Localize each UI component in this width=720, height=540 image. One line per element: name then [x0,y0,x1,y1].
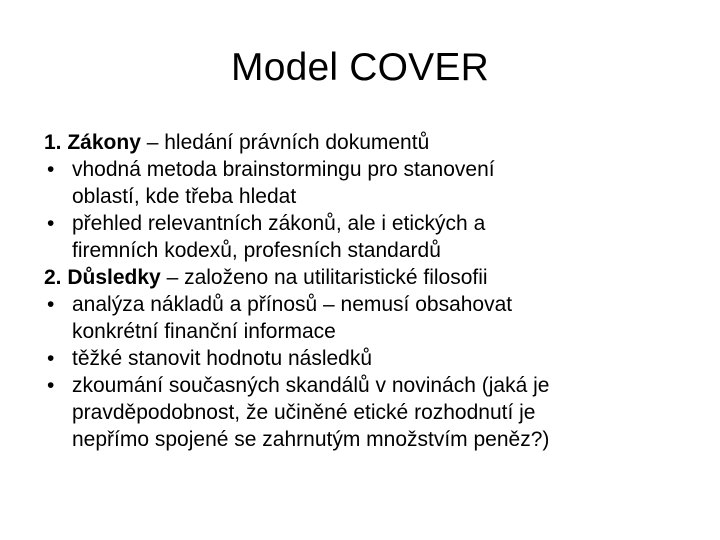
slide-content [44,129,704,453]
section-description: – založeno na utilitaristické filosofii [160,266,488,289]
bullet-text: vhodná metoda brainstormingu pro stanovení [72,158,495,181]
bullet-icon: • [47,374,55,397]
bullet-text: analýza nákladů a přínosů – nemusí obsahovat [72,293,513,316]
section-title: Zákony [67,131,141,154]
bullet-text: oblastí, kde třeba hledat [72,185,297,208]
bullet-item [44,291,704,318]
bullet-item [44,156,704,183]
bullet-text: nepřímo spojené se zahrnutým množstvím peněz?) [72,428,550,451]
bullet-continuation [44,183,704,210]
slide-title: Model COVER [231,46,489,89]
bullet-item [44,210,704,237]
section-title: Důsledky [67,266,161,289]
bullet-text: zkoumání současných skandálů v novinách (jaká je [72,374,550,397]
bullet-icon: • [47,347,55,370]
bullet-icon: • [47,293,55,316]
bullet-continuation [44,426,704,453]
section-description: – hledání právních dokumentů [140,131,430,154]
section-heading [44,129,704,156]
bullet-text: pravděpodobnost, že učiněné etické rozhodnutí je [72,401,536,424]
section-heading [44,264,704,291]
bullet-text: firemních kodexů, profesních standardů [72,239,441,262]
bullet-continuation [44,318,704,345]
bullet-item [44,345,704,372]
bullet-icon: • [47,158,55,181]
bullet-continuation [44,399,704,426]
bullet-text: přehled relevantních zákonů, ale i etických a [72,212,486,235]
section-number: 2. [44,266,62,289]
bullet-text: konkrétní finanční informace [72,320,336,343]
bullet-item [44,372,704,399]
section-number: 1. [44,131,62,154]
bullet-continuation [44,237,704,264]
bullet-icon: • [47,212,55,235]
bullet-text: těžké stanovit hodnotu následků [72,347,373,370]
